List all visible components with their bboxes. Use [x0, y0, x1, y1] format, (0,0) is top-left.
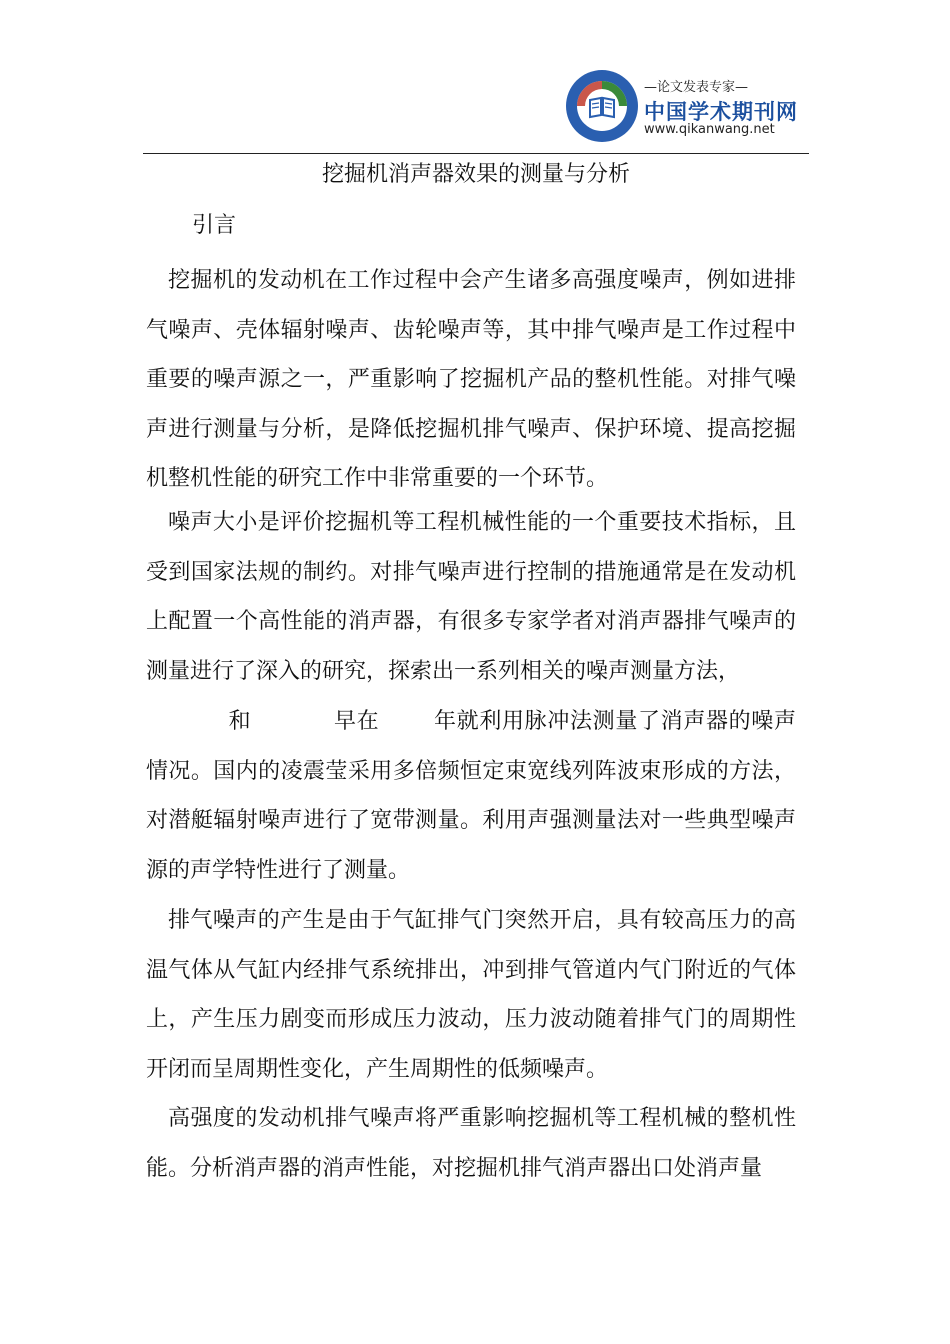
paragraph-3-part-b: 早在 — [333, 709, 380, 734]
logo-url[interactable]: www.qikanwang.net — [644, 122, 775, 137]
paragraph-3 — [146, 697, 796, 895]
book-emblem-icon — [564, 68, 640, 144]
paragraph-3-part-a: 和 — [228, 709, 252, 734]
paragraph-1: 挖掘机的发动机在工作过程中会产生诸多高强度噪声，例如进排气噪声、壳体辐射噪声、齿轮噪声等，其中排气噪声是工作过程中重要的噪声源之一，严重影响了挖掘机产品的整机性能。对排气噪声进行测量与分析，是降低挖掘机排气噪声、保护环境、提高挖掘机整机性能的研究工作中非常重要的一个环节。 — [146, 268, 796, 491]
section-heading: 引言 — [192, 213, 237, 238]
logo-brand-name: 中国学术期刊网 — [644, 100, 798, 124]
site-logo[interactable] — [564, 68, 798, 146]
logo-tagline: —论文发表专家— — [644, 80, 749, 95]
paragraph-3-part-c: 年就利用脉冲法测量了消声器的噪声情况。国内的凌震莹采用多倍频恒定束宽线列阵波束形成的方法，对潜艇辐射噪声进行了宽带测量。利用声强测量法对一些典型噪声源的声学特性进行了测量。 — [146, 709, 796, 883]
paragraph-4: 排气噪声的产生是由于气缸排气门突然开启，具有较高压力的高温气体从气缸内经排气系统排出，冲到排气管道内气门附近的气体上，产生压力剧变而形成压力波动，压力波动随着排气门的周期性开闭而呈周期性变化，产生周期性的低频噪声。 — [146, 908, 796, 1082]
document-title: 挖掘机消声器效果的测量与分析 — [321, 162, 630, 187]
paragraph-2: 噪声大小是评价挖掘机等工程机械性能的一个重要技术指标，且受到国家法规的制约。对排气噪声进行控制的措施通常是在发动机上配置一个高性能的消声器，有很多专家学者对消声器排气噪声的测量进行了深入的研究，探索出一系列相关的噪声测量方法， — [146, 510, 796, 684]
paragraph-5: 高强度的发动机排气噪声将严重影响挖掘机等工程机械的整机性能。分析消声器的消声性能，对挖掘机排气消声器出口处消声量 — [146, 1106, 796, 1181]
header-divider — [143, 153, 809, 154]
